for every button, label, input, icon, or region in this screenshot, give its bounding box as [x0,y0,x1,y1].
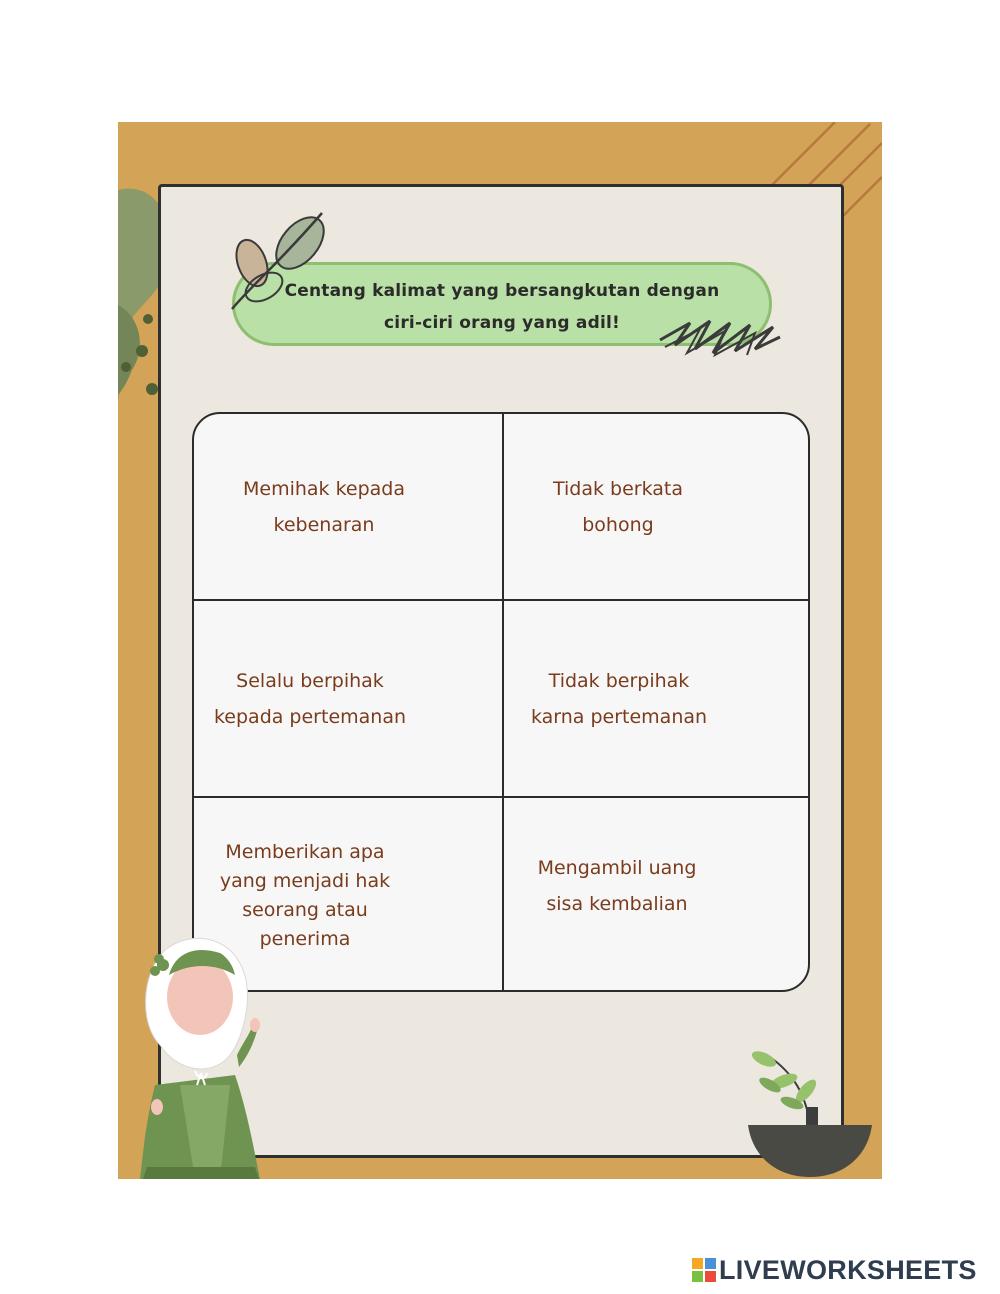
option-cell[interactable] [194,414,434,599]
liveworksheets-logo [692,1255,977,1285]
option-label: Tidak berkata bohong [552,477,683,536]
option-cell[interactable] [194,601,426,796]
leaf-icon [222,205,332,315]
option-cell[interactable] [504,601,734,796]
option-label: Tidak berpihak karna pertemanan [530,669,708,728]
girl-illustration [135,935,265,1180]
option-label: Memihak kepada kebenaran [242,477,406,536]
liveworksheets-logo-icon [692,1258,716,1282]
option-label: Memberikan apa yang menjadi hak seorang atau penerima [219,841,391,950]
scribble-decor [655,315,785,360]
option-label: Selalu berpihak kepada pertemanan [213,669,407,728]
option-label: Mengambil uang sisa kembalian [537,857,697,915]
answer-grid [192,412,810,992]
option-cell[interactable] [504,414,732,599]
instruction-line-1: Centang kalimat yang bersangkutan dengan [284,281,720,301]
plant-bowl-illustration [740,1045,880,1180]
instruction-line-2: ciri-ciri orang yang adil! [384,313,620,333]
option-cell[interactable] [504,798,730,992]
liveworksheets-wordmark: LIVEWORKSHEETS [719,1254,977,1285]
